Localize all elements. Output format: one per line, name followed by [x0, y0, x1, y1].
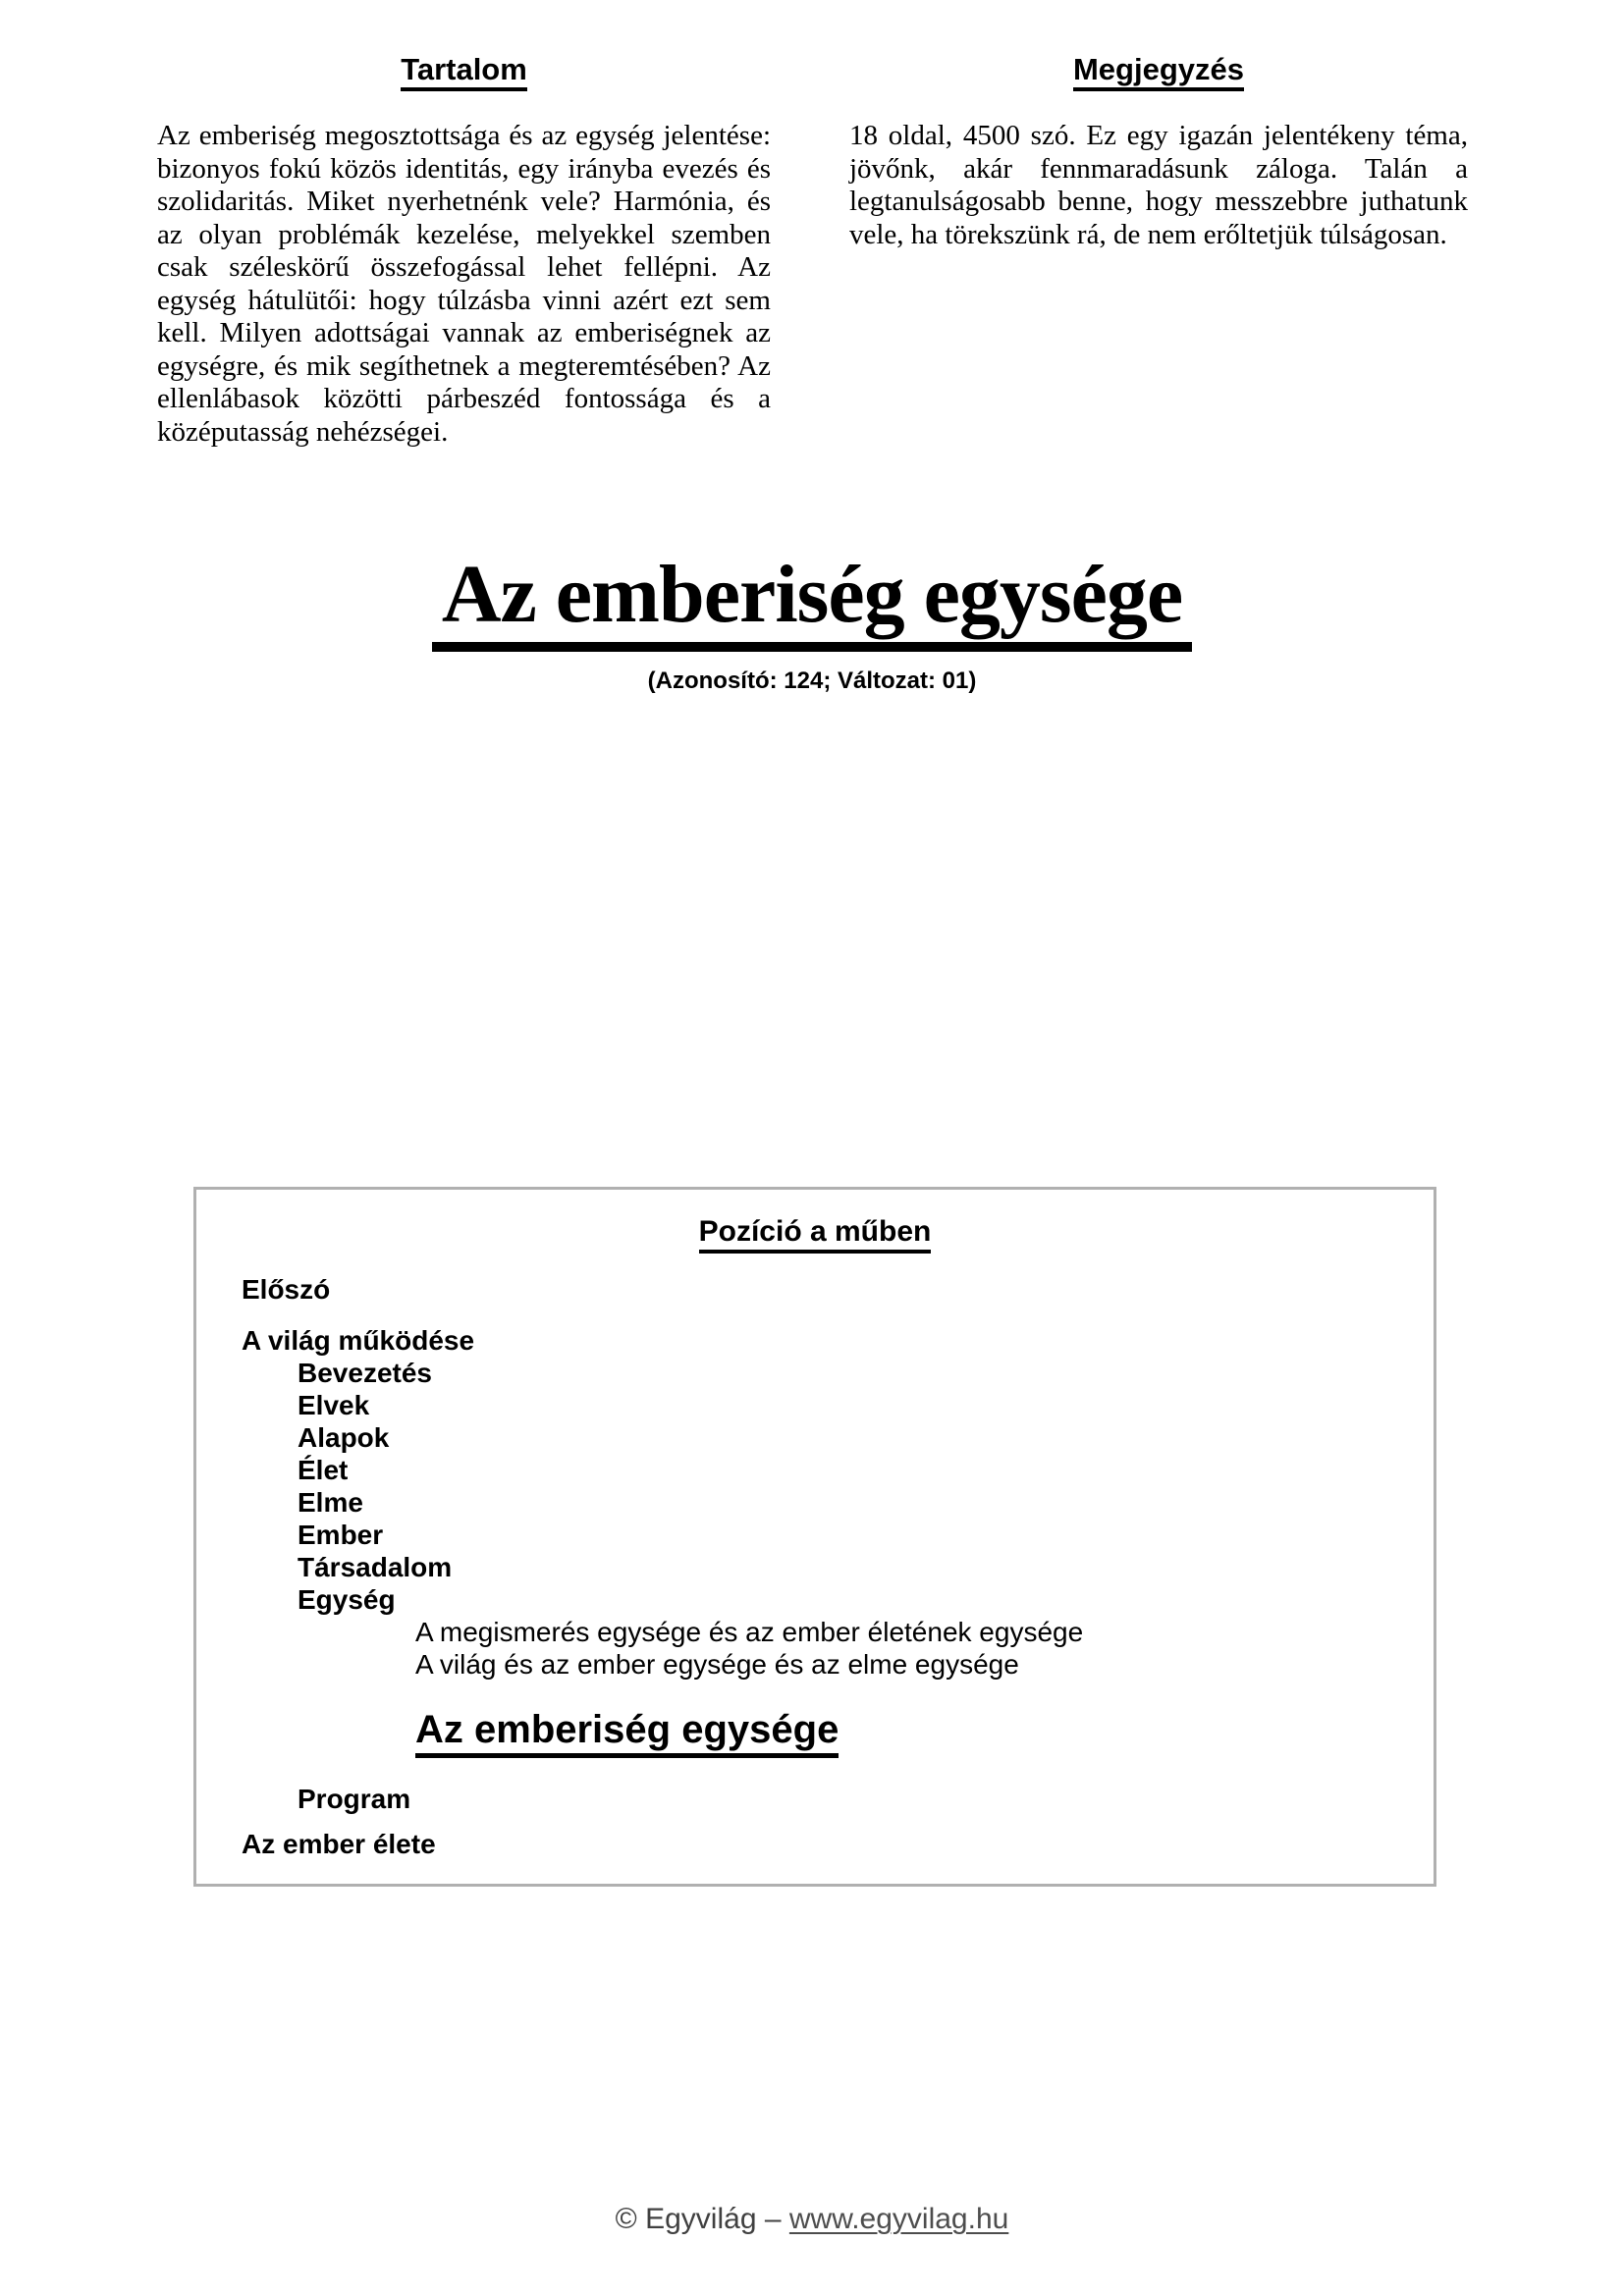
position-box-title — [196, 1215, 1434, 1248]
position-item-label: Egység — [298, 1584, 396, 1615]
position-item — [196, 1486, 1434, 1519]
position-box — [193, 1187, 1436, 1887]
position-box-items — [196, 1273, 1434, 1860]
megjegyzes-paragraph: 18 oldal, 4500 szó. Ez egy igazán jelentékeny téma, jövőnk, akár fennmaradásunk záloga. Talán a legtanulságosabb benne, hogy messzebbre juthatunk vele, ha törekszünk rá, de nem erőltetjük túlságosan. — [849, 120, 1468, 250]
tartalom-heading-text: Tartalom — [401, 52, 527, 91]
position-item — [196, 1551, 1434, 1583]
title-block — [0, 550, 1624, 695]
position-item-label: A megismerés egysége és az ember életének egysége — [415, 1617, 1084, 1647]
megjegyzes-section — [849, 51, 1468, 449]
position-item — [196, 1421, 1434, 1454]
position-item — [196, 1519, 1434, 1551]
position-item — [196, 1389, 1434, 1421]
position-item-label: Ember — [298, 1520, 384, 1550]
position-item-label: A világ és az ember egysége és az elme egysége — [415, 1649, 1019, 1680]
position-item-label: Élet — [298, 1455, 349, 1485]
document-title: Az emberiség egysége — [432, 550, 1192, 652]
position-item — [196, 1583, 1434, 1616]
position-box-title-text: Pozíció a műben — [699, 1215, 932, 1254]
position-item-label: Alapok — [298, 1422, 390, 1453]
position-item — [196, 1454, 1434, 1486]
position-item-label: Bevezetés — [298, 1358, 432, 1388]
position-item-label: Elvek — [298, 1390, 370, 1420]
egyvilag-link[interactable]: www.egyvilag.hu — [788, 2203, 1009, 2235]
tartalom-section — [157, 51, 771, 449]
position-item — [196, 1706, 1434, 1753]
position-item — [196, 1648, 1434, 1681]
position-item-label: Az emberiség egysége — [415, 1708, 839, 1758]
document-subtitle: (Azonosító: 124; Változat: 01) — [647, 667, 977, 694]
position-item — [196, 1783, 1434, 1815]
position-item — [196, 1273, 1434, 1306]
position-item-label: Program — [298, 1784, 411, 1814]
position-item — [196, 1616, 1434, 1648]
megjegyzes-heading — [849, 51, 1468, 88]
copyright-text: © Egyvilág – — [615, 2203, 782, 2235]
position-item-label: Előszó — [242, 1274, 331, 1305]
position-item — [196, 1324, 1434, 1357]
megjegyzes-heading-text: Megjegyzés — [1073, 52, 1244, 91]
tartalom-paragraph: Az emberiség megosztottsága és az egység jelentése: bizonyos fokú közös identitás, egy irányba evezés és szolidaritás. Miket nyerhetnénk vele? Harmónia, és az olyan problémák kezelése, melyekkel szemben csak széleskörű összefogással lehet fellépni. Az egység hátulütői: hogy túlzásba vinni azért ezt sem kell. Milyen adottságai vannak az emberiségnek az egységre, és mik segíthetnek a megteremtésében? Az ellenlábasok közötti párbeszéd fontossága és a középutasság nehézségei. — [157, 120, 771, 448]
position-item-label: Az ember élete — [242, 1829, 436, 1859]
position-item-label: A világ működése — [242, 1325, 475, 1356]
page-footer — [0, 2202, 1624, 2236]
position-item-label: Társadalom — [298, 1552, 453, 1582]
position-item — [196, 1357, 1434, 1389]
top-columns — [157, 51, 1468, 449]
position-item — [196, 1828, 1434, 1860]
tartalom-heading — [157, 51, 771, 88]
position-item-label: Elme — [298, 1487, 363, 1518]
